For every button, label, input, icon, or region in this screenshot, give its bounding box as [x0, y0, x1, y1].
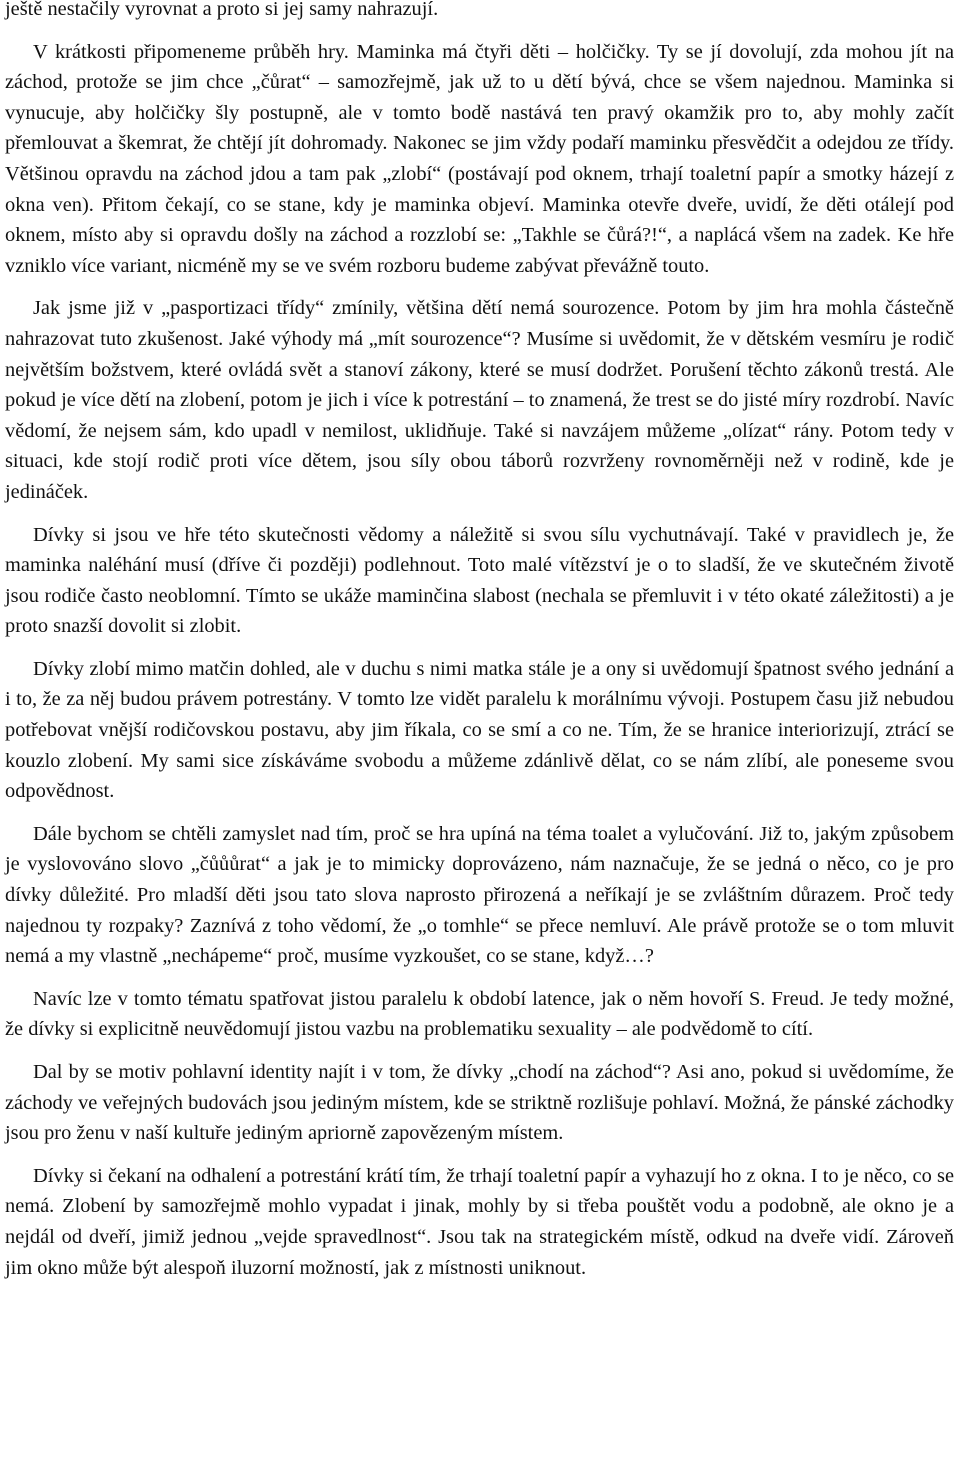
paragraph-moral-development: Dívky zlobí mimo matčin dohled, ale v duchu s nimi matka stále je a ony si uvědomují špatnost svého jednání a i to, že za něj budou právem potrestány. V tomto lze vidět paralelu k morálnímu vývoji. Postupem času již nebudou potřebovat vnější rodičovskou postavu, aby jim říkala, co se smí a co ne. Tím, že se hranice interiorizují, ztrácí se kouzlo zlobení. My sami sice získáváme svobodu a můžeme zdánlivě dělat, co se nám zlíbí, ale poneseme svou odpovědnost.	[5, 657, 954, 803]
paragraph-continuation: ještě nestačily vyrovnat a proto si jej samy nahrazují.	[5, 0, 439, 20]
paragraph-latency: Navíc lze v tomto tématu spatřovat jistou paralelu k období latence, jak o něm hovoří S. Freud. Je tedy možné, že dívky si explicitně neuvědomují jistou vazbu na problematiku sexuality – ale podvědomě to cítí.	[5, 987, 954, 1041]
paragraph-window: Dívky si čekaní na odhalení a potrestání krátí tím, že trhají toaletní papír a vyhazují ho z okna. I to je něco, co se nemá. Zlobení by samozřejmě mohlo vypadat i jinak, mohly by si třeba pouštět vodu a podobně, ale okno je a nejdál od dveří, jimiž jednou „vejde spravedlnost“. Jsou tak na strategickém místě, odkud na dveře vidí. Zároveň jim okno může být alespoň iluzorní možností, jak z místnosti uniknout.	[5, 1164, 954, 1279]
paragraph-strength: Dívky si jsou ve hře této skutečnosti vědomy a náležitě si svou sílu vychutnávají. Také v pravidlech je, že maminka naléhání musí (dříve či později) podlehnout. Toto malé vítězství je o to sladší, že ve skutečném životě jsou rodiče často neoblomní. Tímto se ukáže maminčina slabost (nechala se přemluvit i v této okaté záležitosti) a je proto snazší dovolit si zlobit.	[5, 523, 954, 638]
paragraph-toilet-theme: Dále bychom se chtěli zamyslet nad tím, proč se hra upíná na téma toalet a vylučování. Již to, jakým způsobem je vyslovováno slovo „čůůůrat“ a jak je to mimicky doprovázeno, nám naznačuje, že se jedná o něco, co je pro dívky důležité. Pro mladší děti jsou tato slova naprosto přirozená a neříkají je se zvláštním důrazem. Proč tedy najednou ty rozpaky? Zaznívá z toho vědomí, že „o tomhle“ se přece nemluví. Ale právě protože se o tom mluvit nemá a my vlastně „nechápeme“ proč, musíme vyzkoušet, co se stane, když…?	[5, 822, 954, 968]
paragraph-gender-identity: Dal by se motiv pohlavní identity najít i v tom, že dívky „chodí na záchod“? Asi ano, pokud si uvědomíme, že záchody ve veřejných budovách jsou jediným místem, kde se striktně rozlišuje pohlaví. Možná, že pánské záchodky jsou pro ženu v naší kultuře jediným apriorně zapovězeným místem.	[5, 1061, 954, 1145]
paragraph-game-summary: V krátkosti připomeneme průběh hry. Maminka má čtyři děti – holčičky. Ty se jí dovolují, zda mohou jít na záchod, protože se jim chce „čůrat“ – samozřejmě, jak už to u dětí bývá, chce se všem najednou. Maminka si vynucuje, aby holčičky šly postupně, ale v tomto bodě nastává ten pravý okamžik pro to, aby mohly začít přemlouvat a škemrat, že chtějí jít dohromady. Nakonec se jim vždy podaří maminku přesvědčit a odejdou ze třídy. Většinou opravdu na záchod jdou a tam pak „zlobí“ (postávají pod oknem, trhají toaletní papír a smotky házejí z okna ven). Přitom čekají, co se stane, kdy je maminka objeví. Maminka otevře dveře, uvidí, že děti otálejí pod oknem, místo aby si opravdu došly na záchod a rozzlobí se: „Takhle se čůrá?!“, a naplácá všem na zadek. Ke hře vzniklo více variant, nicméně my se ve svém rozboru budeme zabývat převážně touto.	[5, 40, 954, 277]
paragraph-siblings: Jak jsme již v „pasportizaci třídy“ zmínily, většina dětí nemá sourozence. Potom by jim hra mohla částečně nahrazovat tuto zkušenost. Jaké výhody má „mít sourozence“? Musíme si uvědomit, že v dětském vesmíru je rodič největším božstvem, které ovládá svět a stanoví zákony, které se musí dodržet. Porušení těchto zákonů trestá. Ale pokud je více dětí na zlobení, potom je jich i více k potrestání – to znamená, že trest se do jisté míry rozdrobí. Navíc vědomí, že nejsem sám, kdo upadl v nemilost, uklidňuje. Také si navzájem můžeme „olízat“ rány. Potom tedy v situaci, kde stojí rodič proti více dětem, jsou síly obou táborů rozvrženy rovnoměrněji než v rodině, kde je jedináček.	[5, 297, 955, 503]
